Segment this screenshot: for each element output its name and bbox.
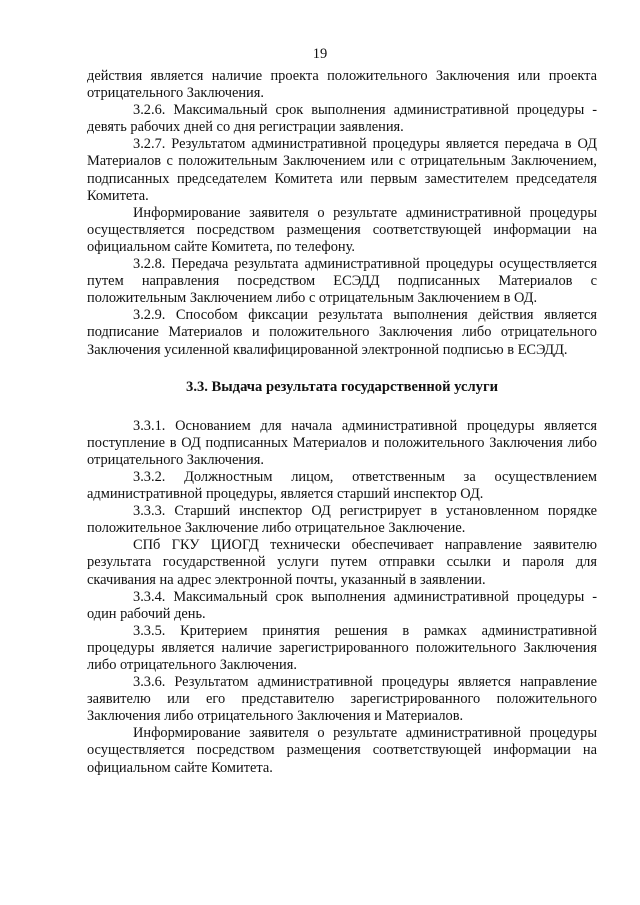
paragraph-3-3-2: 3.3.2. Должностным лицом, ответственным за осуществлением административной процедуры, является старший инспектор ОД. — [87, 468, 597, 503]
paragraph-3-3-6: 3.3.6. Результатом административной процедуры является направление заявителю или его представителю зарегистрированного положительного Заключения либо отрицательного Заключения и Материалов. — [87, 674, 597, 725]
paragraph-informing-1: Информирование заявителя о результате административной процедуры осуществляется посредством размещения соответствующей информации на официальном сайте Комитета, по телефону. — [87, 204, 597, 255]
paragraph-3-2-7: 3.2.7. Результатом административной процедуры является передача в ОД Материалов с положительным Заключением или с отрицательным Заключением, подписанных председателем Комитета или первым заместителем председателя Комитета. — [87, 136, 597, 204]
paragraph-continuation: действия является наличие проекта положительного Заключения или проекта отрицательного Заключения. — [87, 68, 597, 102]
document-body — [87, 68, 597, 777]
paragraph-spb-gku: СПб ГКУ ЦИОГД технически обеспечивает направление заявителю результата государственной услуги путем отправки ссылки и пароля для скачивания на адрес электронной почты, указанный в заявлении. — [87, 537, 597, 588]
paragraph-3-3-1: 3.3.1. Основанием для начала административной процедуры является поступление в ОД подписанных Материалов и положительного Заключения либо отрицательного Заключения. — [87, 417, 597, 468]
paragraph-informing-2: Информирование заявителя о результате административной процедуры осуществляется посредством размещения соответствующей информации на официальном сайте Комитета. — [87, 725, 597, 776]
paragraph-3-3-4: 3.3.4. Максимальный срок выполнения административной процедуры - один рабочий день. — [87, 588, 597, 622]
section-heading: 3.3. Выдача результата государственной услуги — [186, 378, 498, 395]
paragraph-3-3-5: 3.3.5. Критерием принятия решения в рамках административной процедуры является наличие зарегистрированного положительного Заключения либо отрицательного Заключения. — [87, 622, 597, 673]
paragraph-3-2-6: 3.2.6. Максимальный срок выполнения административной процедуры - девять рабочих дней со дня регистрации заявления. — [87, 102, 597, 136]
paragraph-3-3-3: 3.3.3. Старший инспектор ОД регистрирует в установленном порядке положительное Заключение либо отрицательное Заключение. — [87, 503, 597, 537]
paragraph-3-2-8: 3.2.8. Передача результата административной процедуры осуществляется путем направления посредством ЕСЭДД подписанных Материалов с положительным Заключением либо с отрицательным Заключением в ОД. — [87, 256, 597, 307]
page-number: 19 — [312, 46, 328, 62]
paragraph-3-2-9: 3.2.9. Способом фиксации результата выполнения действия является подписание Материалов и положительного Заключения либо отрицательного Заключения усиленной квалифицированной электронной подписью в ЕСЭДД. — [87, 307, 597, 358]
